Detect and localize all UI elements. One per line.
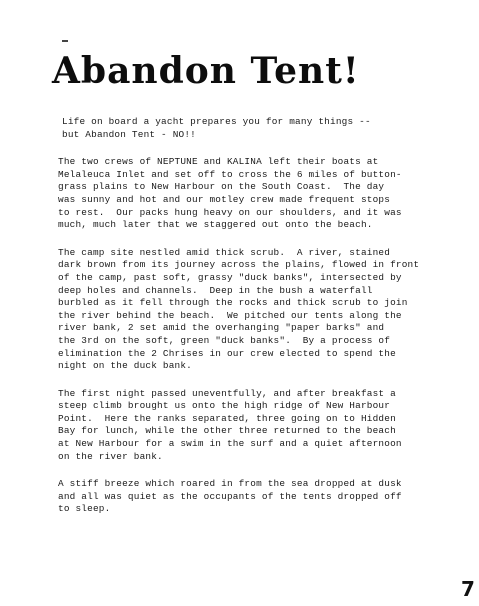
paragraph-journey bbox=[58, 156, 468, 232]
text-line: river bank, 2 set amid the overhanging "paper barks" and bbox=[58, 322, 385, 334]
page-title: Abandon Tent! bbox=[52, 50, 360, 92]
text-line: deep holes and channels. Deep in the bush a waterfall bbox=[58, 284, 373, 296]
intro-paragraph bbox=[62, 116, 468, 141]
text-line: to sleep. bbox=[58, 503, 111, 515]
text-line: night on the duck bank. bbox=[58, 360, 192, 372]
text-line: of the camp, past soft, grassy "duck banks", intersected by bbox=[58, 271, 402, 283]
text-line: the river behind the beach. We pitched our tents along the bbox=[58, 309, 402, 321]
text-line: Life on board a yacht prepares you for many things -- bbox=[62, 116, 371, 127]
text-line: on the river bank. bbox=[58, 450, 163, 462]
text-line: Point. Here the ranks separated, three going on to Hidden bbox=[58, 412, 396, 424]
text-line: but Abandon Tent - NO!! bbox=[62, 128, 196, 140]
paragraph-campsite bbox=[58, 247, 468, 373]
text-line: and all was quiet as the occupants of the tents dropped off bbox=[58, 490, 402, 502]
text-line: the 3rd on the soft, green "duck banks". By a process of bbox=[58, 334, 391, 346]
article-body bbox=[58, 116, 468, 531]
text-line: The camp site nestled amid thick scrub. A river, stained bbox=[58, 246, 391, 258]
text-line: Melaleuca Inlet and set off to cross the 6 miles of button- bbox=[58, 168, 402, 180]
text-line: grass plains to New Harbour on the South Coast. The day bbox=[58, 181, 385, 193]
text-line: The two crews of NEPTUNE and KALINA left their boats at bbox=[58, 156, 379, 168]
page-number: 7 bbox=[461, 577, 475, 601]
text-line: dark brown from its journey across the plains, flowed in front bbox=[58, 259, 420, 271]
text-line: elimination the 2 Chrises in our crew elected to spend the bbox=[58, 347, 396, 359]
text-line: Bay for lunch, while the other three returned to the beach bbox=[58, 425, 396, 437]
text-line: to rest. Our packs hung heavy on our shoulders, and it was bbox=[58, 206, 402, 218]
text-line: A stiff breeze which roared in from the sea dropped at dusk bbox=[58, 478, 402, 490]
paragraph-first-night bbox=[58, 388, 468, 464]
text-line: burbled as it fell through the rocks and thick scrub to join bbox=[58, 297, 408, 309]
text-line: The first night passed uneventfully, and after breakfast a bbox=[58, 387, 396, 399]
text-line: steep climb brought us onto the high ridge of New Harbour bbox=[58, 400, 391, 412]
text-line: at New Harbour for a swim in the surf and a quiet afternoon bbox=[58, 438, 402, 450]
corner-mark bbox=[62, 40, 68, 42]
text-line: was sunny and hot and our motley crew made frequent stops bbox=[58, 193, 391, 205]
text-line: much, much later that we staggered out onto the beach. bbox=[58, 219, 373, 231]
paragraph-stiff-breeze bbox=[58, 478, 468, 516]
